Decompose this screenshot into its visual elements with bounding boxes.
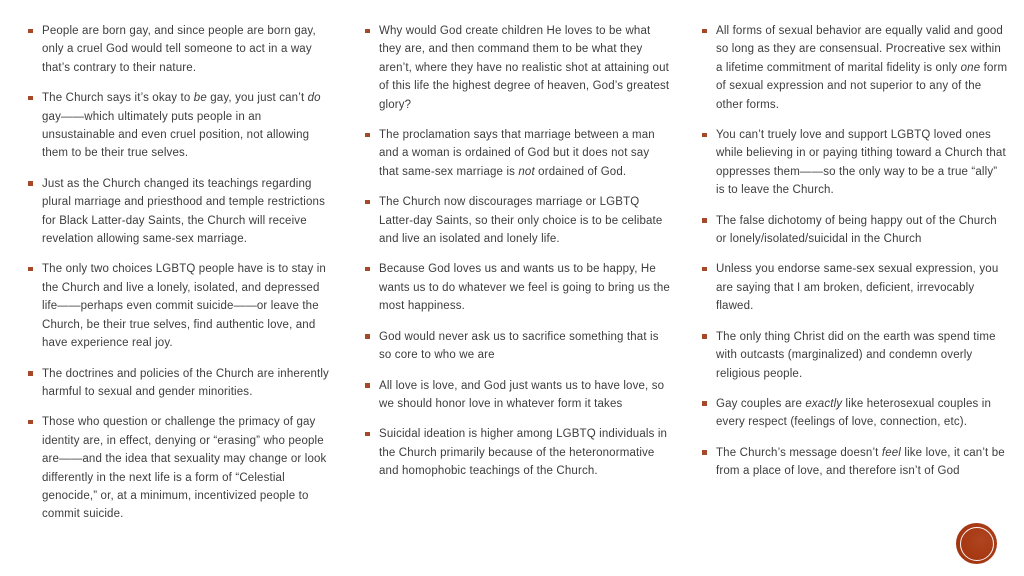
square-bullet-icon: [365, 260, 379, 271]
bullet-text: Suicidal ideation is higher among LGBTQ individuals in the Church primarily because of the heteronormative and homophobic teachings of the Church.: [379, 428, 668, 478]
square-bullet-icon: [365, 126, 379, 137]
bullet-text: Gay couples are exactly like heterosexual couples in every respect (feelings of love, connection, etc).: [716, 397, 992, 429]
bullet-item: [702, 212, 1009, 249]
square-bullet-icon: [365, 22, 379, 33]
bullet-text: Those who question or challenge the primacy of gay identity are, in effect, denying or “erasing” who people are——and the idea that sexuality may change or look differently in the next life is a form of “Celestial genocide,” or, at a minimum, incentivized people to commit suicide.: [42, 416, 327, 521]
bullet-text: The false dichotomy of being happy out of the Church or lonely/isolated/suicidal in the Church: [716, 214, 997, 246]
bullet-text: Unless you endorse same-sex sexual expression, you are saying that I am broken, deficient, irrevocably flawed.: [716, 263, 999, 313]
red-stamp-logo: [956, 523, 997, 564]
bullet-item: [702, 126, 1009, 200]
bullet-text: The proclamation says that marriage between a man and a woman is ordained of God but it does not say that same-sex marriage is not ordained of God.: [379, 129, 655, 178]
column-2: [365, 22, 672, 536]
bullet-text: God would never ask us to sacrifice something that is so core to who we are: [379, 330, 659, 362]
square-bullet-icon: [365, 425, 379, 436]
bullet-text: The only thing Christ did on the earth was spend time with outcasts (marginalized) and condemn overly religious people.: [716, 330, 996, 380]
bullet-item: [702, 22, 1009, 114]
bullet-item: [702, 328, 1009, 383]
square-bullet-icon: [28, 175, 42, 186]
bullet-text: The only two choices LGBTQ people have is to stay in the Church and live a lonely, isolated, and depressed life——perhaps even commit suicide——or leave the Church, be their true selves, find authentic love, and have experience real joy.: [42, 263, 326, 350]
square-bullet-icon: [365, 377, 379, 388]
bullet-item: [365, 193, 672, 248]
bullet-item: [365, 328, 672, 365]
square-bullet-icon: [28, 89, 42, 100]
bullet-item: [28, 89, 335, 163]
bullet-text: Just as the Church changed its teachings regarding plural marriage and priesthood and temple restrictions for Black Latter-day Saints, the Church will receive revelation allowing same-sex marriage.: [42, 177, 325, 246]
bullet-item: [365, 126, 672, 181]
bullet-item: [702, 444, 1009, 481]
square-bullet-icon: [702, 212, 716, 223]
bullet-item: [365, 22, 672, 114]
square-bullet-icon: [365, 193, 379, 204]
columns-container: [28, 22, 1009, 536]
bullet-text: All love is love, and God just wants us to have love, so we should honor love in whatever form it takes: [379, 379, 665, 410]
square-bullet-icon: [702, 260, 716, 271]
bullet-item: [365, 377, 672, 414]
bullet-item: [365, 260, 672, 315]
square-bullet-icon: [28, 365, 42, 376]
square-bullet-icon: [702, 444, 716, 455]
column-3: [702, 22, 1009, 536]
square-bullet-icon: [28, 260, 42, 271]
square-bullet-icon: [702, 126, 716, 137]
bullet-text: Why would God create children He loves to be what they are, and then command them to be what they aren’t, where they have no realistic shot at attaining out of this life the highest degree of heaven, God’s greatest glory?: [379, 25, 670, 111]
bullet-item: [28, 260, 335, 352]
bullet-text: All forms of sexual behavior are equally valid and good so long as they are consensual. Procreative sex within a lifetime commitment of marital fidelity is only one form of sexual expression and not superior to any of the other forms.: [716, 25, 1008, 111]
bullet-item: [702, 260, 1009, 315]
bullet-text: The doctrines and policies of the Church are inherently harmful to sexual and gender minorities.: [42, 367, 329, 398]
square-bullet-icon: [365, 328, 379, 339]
bullet-item: [28, 175, 335, 249]
bullet-text: Because God loves us and wants us to be happy, He wants us to do whatever we feel is going to bring us the most happiness.: [379, 263, 670, 313]
bullet-item: [28, 413, 335, 523]
bullet-text: The Church’s message doesn’t feel like love, it can’t be from a place of love, and therefore isn’t of God: [716, 446, 1005, 478]
square-bullet-icon: [702, 395, 716, 406]
bullet-text: The Church says it’s okay to be gay, you just can’t do gay——which ultimately puts people in an unsustainable and even cruel position, not allowing them to be their true selves.: [42, 92, 321, 160]
bullet-text: People are born gay, and since people are born gay, only a cruel God would tell someone to act in a way that’s contrary to their nature.: [42, 25, 316, 74]
bullet-item: [365, 425, 672, 480]
stamp-inner-ring: [960, 527, 994, 561]
square-bullet-icon: [702, 22, 716, 33]
bullet-item: [702, 395, 1009, 432]
square-bullet-icon: [28, 22, 42, 33]
bullet-text: The Church now discourages marriage or LGBTQ Latter-day Saints, so their only choice is to be celibate and live an isolated and lonely life.: [379, 196, 663, 246]
square-bullet-icon: [28, 413, 42, 424]
bullet-item: [28, 22, 335, 77]
column-1: [28, 22, 335, 536]
square-bullet-icon: [702, 328, 716, 339]
bullet-text: You can’t truely love and support LGBTQ loved ones while believing in or paying tithing toward a Church that oppresses them——so the only way to be a true “ally” is to leave the Church.: [716, 129, 1006, 197]
bullet-item: [28, 365, 335, 402]
